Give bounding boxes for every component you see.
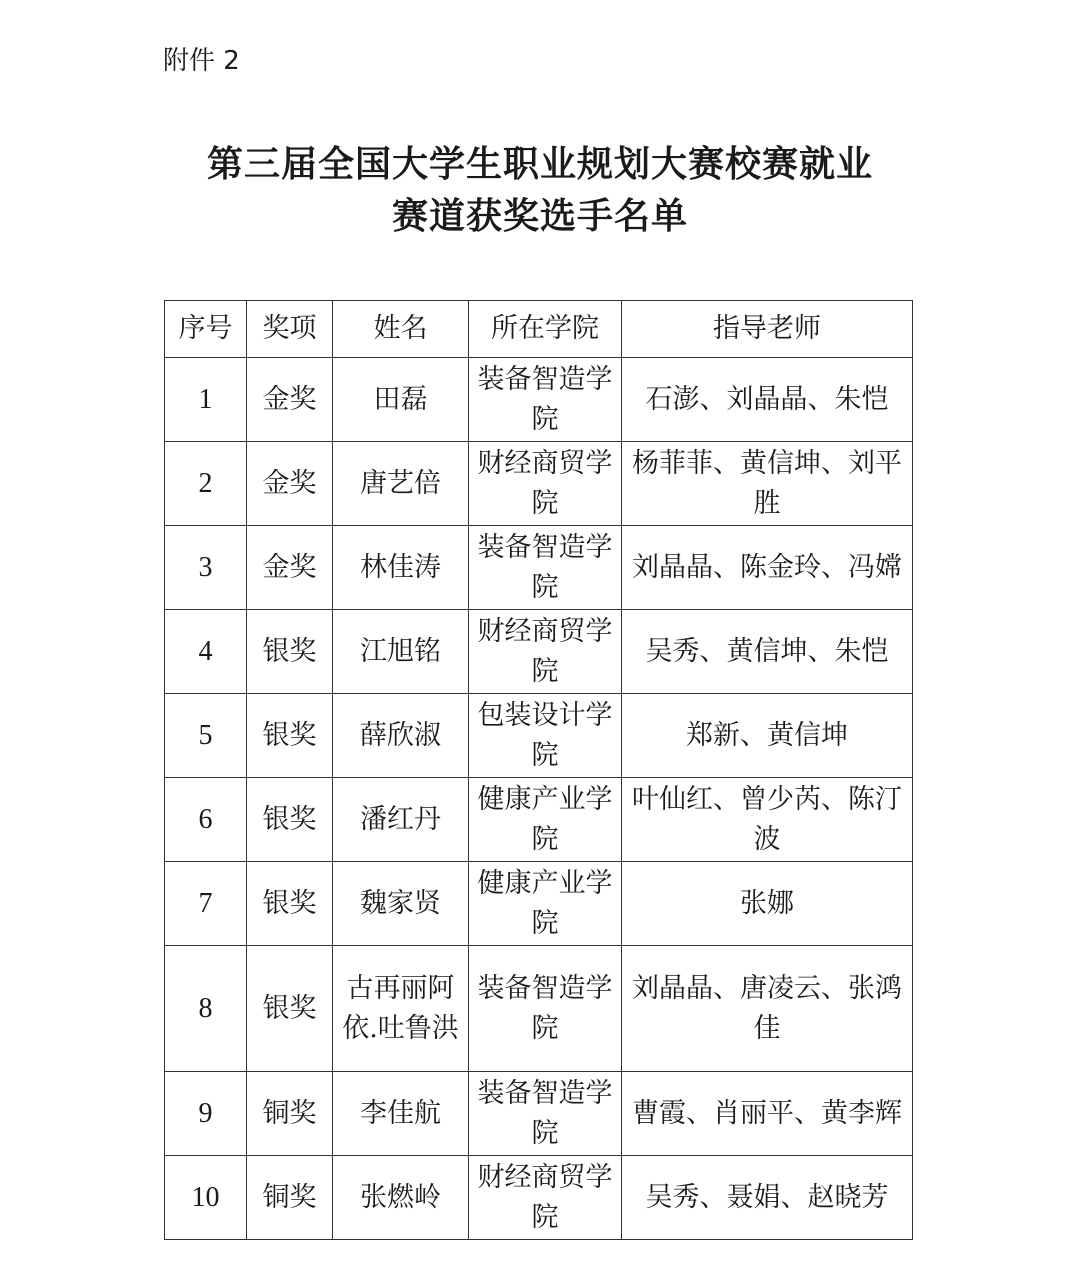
cell-advisors: 吴秀、聂娟、赵晓芳 — [622, 1156, 913, 1240]
table-row — [165, 778, 913, 862]
header-advisors: 指导老师 — [622, 301, 913, 358]
title-line-1: 第三届全国大学生职业规划大赛校赛就业 — [206, 143, 873, 185]
cell-college: 装备智造学院 — [469, 526, 622, 610]
cell-advisors: 张娜 — [622, 862, 913, 946]
cell-advisors: 郑新、黄信坤 — [622, 694, 913, 778]
document-title — [120, 138, 960, 242]
cell-advisors: 刘晶晶、唐凌云、张鸿佳 — [622, 946, 913, 1072]
header-index: 序号 — [165, 301, 247, 358]
table-row — [165, 526, 913, 610]
cell-college: 财经商贸学院 — [469, 610, 622, 694]
winners-table — [164, 300, 913, 1240]
cell-name: 魏家贤 — [333, 862, 469, 946]
table-row — [165, 1072, 913, 1156]
cell-index: 6 — [165, 778, 247, 862]
cell-college: 装备智造学院 — [469, 946, 622, 1072]
cell-advisors: 吴秀、黄信坤、朱恺 — [622, 610, 913, 694]
cell-index: 9 — [165, 1072, 247, 1156]
attachment-label: 附件 2 — [163, 46, 240, 76]
cell-award: 金奖 — [247, 442, 333, 526]
table-row — [165, 442, 913, 526]
table-row — [165, 610, 913, 694]
cell-index: 8 — [165, 946, 247, 1072]
title-line-2: 赛道获奖选手名单 — [391, 195, 688, 237]
cell-college: 健康产业学院 — [469, 862, 622, 946]
cell-name: 古再丽阿依.吐鲁洪 — [333, 946, 469, 1072]
cell-index: 1 — [165, 358, 247, 442]
table-row — [165, 358, 913, 442]
cell-name: 张燃岭 — [333, 1156, 469, 1240]
cell-advisors: 杨菲菲、黄信坤、刘平胜 — [622, 442, 913, 526]
cell-award: 银奖 — [247, 610, 333, 694]
cell-award: 铜奖 — [247, 1156, 333, 1240]
cell-index: 2 — [165, 442, 247, 526]
table-row — [165, 694, 913, 778]
table-row — [165, 946, 913, 1072]
cell-index: 7 — [165, 862, 247, 946]
table-row — [165, 862, 913, 946]
table-row — [165, 1156, 913, 1240]
cell-name: 潘红丹 — [333, 778, 469, 862]
cell-index: 5 — [165, 694, 247, 778]
cell-college: 包装设计学院 — [469, 694, 622, 778]
header-award: 奖项 — [247, 301, 333, 358]
cell-college: 健康产业学院 — [469, 778, 622, 862]
cell-college: 财经商贸学院 — [469, 442, 622, 526]
cell-award: 金奖 — [247, 526, 333, 610]
cell-advisors: 曹霞、肖丽平、黄李辉 — [622, 1072, 913, 1156]
cell-award: 银奖 — [247, 946, 333, 1072]
cell-college: 装备智造学院 — [469, 1072, 622, 1156]
cell-name: 李佳航 — [333, 1072, 469, 1156]
cell-award: 金奖 — [247, 358, 333, 442]
cell-name: 江旭铭 — [333, 610, 469, 694]
cell-name: 唐艺倍 — [333, 442, 469, 526]
cell-name: 田磊 — [333, 358, 469, 442]
cell-advisors: 石澎、刘晶晶、朱恺 — [622, 358, 913, 442]
cell-name: 薛欣淑 — [333, 694, 469, 778]
table-header-row — [165, 301, 913, 358]
cell-award: 银奖 — [247, 694, 333, 778]
header-college: 所在学院 — [469, 301, 622, 358]
cell-index: 4 — [165, 610, 247, 694]
cell-name: 林佳涛 — [333, 526, 469, 610]
cell-advisors: 刘晶晶、陈金玲、冯嫦 — [622, 526, 913, 610]
cell-index: 3 — [165, 526, 247, 610]
cell-college: 装备智造学院 — [469, 358, 622, 442]
cell-award: 铜奖 — [247, 1072, 333, 1156]
cell-index: 10 — [165, 1156, 247, 1240]
header-name: 姓名 — [333, 301, 469, 358]
cell-award: 银奖 — [247, 862, 333, 946]
cell-advisors: 叶仙红、曾少芮、陈汀波 — [622, 778, 913, 862]
cell-award: 银奖 — [247, 778, 333, 862]
cell-college: 财经商贸学院 — [469, 1156, 622, 1240]
